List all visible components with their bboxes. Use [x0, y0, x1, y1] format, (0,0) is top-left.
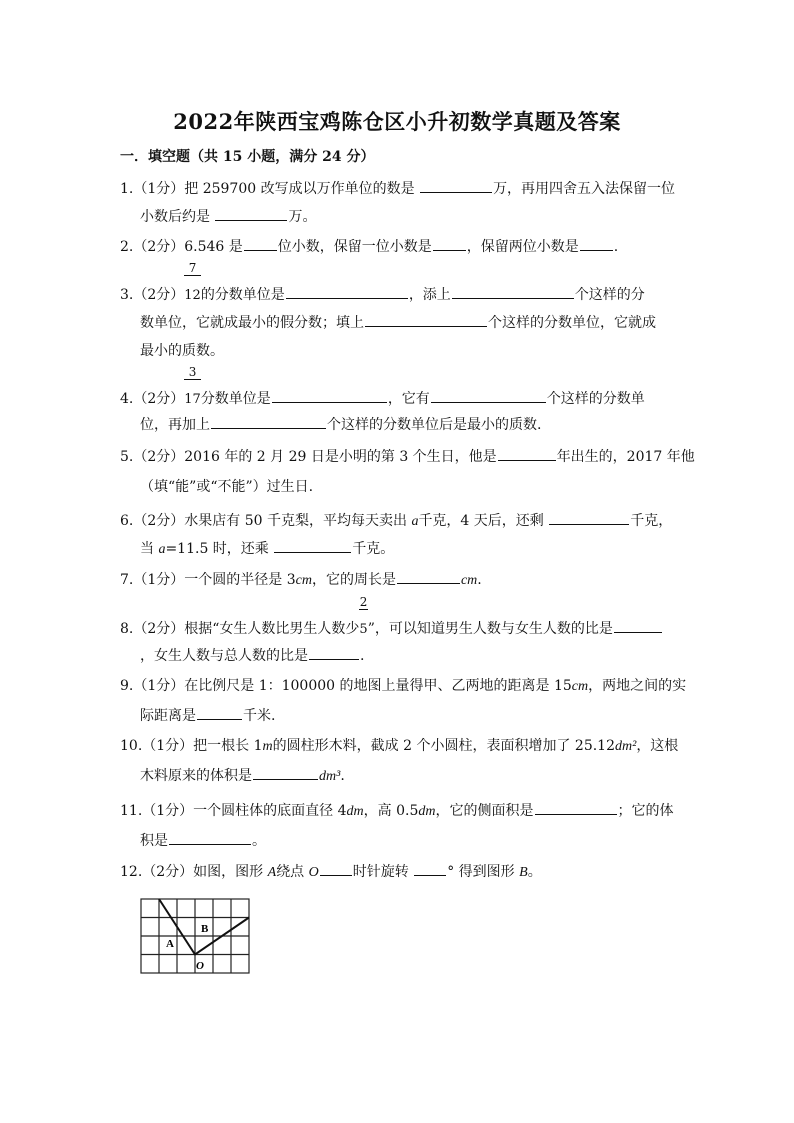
- question-text: 10.（1分）把一根长 1: [120, 738, 263, 754]
- question-text: 8.（2分）根据“女生人数比男生人数少: [120, 621, 360, 637]
- answer-blank[interactable]: [320, 861, 352, 876]
- math-variable: dm: [418, 804, 436, 819]
- answer-blank[interactable]: [452, 284, 574, 299]
- fraction-denominator: 12: [184, 288, 201, 303]
- question-line: [120, 365, 645, 408]
- question-line: [140, 414, 541, 434]
- fraction-numerator: 3: [184, 365, 201, 380]
- question-line: [120, 261, 645, 304]
- math-variable: B: [519, 865, 528, 880]
- question-line: [120, 510, 672, 530]
- question-text: 9.（1分）在比例尺是 1：100000 的地图上量得甲、乙两地的距离是 15: [120, 678, 572, 694]
- fraction: [184, 365, 201, 410]
- math-variable: dm: [346, 804, 364, 819]
- question-line: [120, 676, 686, 696]
- question-text: 千克，: [630, 513, 673, 529]
- question-text: ，这根: [636, 738, 679, 754]
- answer-blank[interactable]: [365, 312, 487, 327]
- label-b: B: [201, 923, 209, 935]
- math-variable: cm: [460, 573, 478, 588]
- math-variable: O: [308, 865, 319, 880]
- question-text: 个这样的分数单: [546, 391, 645, 407]
- question-text: ；它的体: [617, 803, 674, 819]
- question-text: 积是: [140, 833, 168, 849]
- answer-blank[interactable]: [286, 284, 408, 299]
- question-line: [140, 538, 394, 558]
- answer-blank[interactable]: [197, 705, 242, 720]
- question-text: 万。: [288, 209, 317, 225]
- math-variable: a: [411, 514, 419, 529]
- fraction-denominator: 5: [359, 622, 368, 637]
- answer-blank[interactable]: [420, 178, 492, 193]
- math-variable: dm²: [615, 739, 637, 754]
- question-text: 个这样的分数单位后是最小的质数.: [327, 417, 542, 433]
- question-text: 木料原来的体积是: [140, 768, 252, 784]
- question-text: ，它的周长是: [311, 572, 396, 588]
- question-text: 。: [527, 864, 542, 880]
- question-text: 。: [252, 833, 266, 849]
- question-text: 绕点: [276, 864, 309, 880]
- question-text: .: [340, 768, 345, 784]
- answer-blank[interactable]: [253, 765, 318, 780]
- question-text: 千米.: [243, 708, 276, 724]
- question-text: ° 得到图形: [447, 864, 520, 880]
- label-a: A: [166, 938, 174, 950]
- question-text: ，女生人数与总人数的比是: [140, 648, 308, 664]
- question-line: [120, 236, 618, 256]
- answer-blank[interactable]: [397, 569, 460, 584]
- question-line: [120, 569, 482, 589]
- question-text: 年出生的，2017 年他: [556, 449, 695, 465]
- question-text: 11.（1分）一个圆柱体的底面直径 4: [120, 803, 347, 819]
- question-text: .: [613, 239, 619, 255]
- answer-blank[interactable]: [211, 414, 326, 429]
- question-text: 3.（2分）: [120, 287, 185, 303]
- question-text: 际距离是: [140, 708, 196, 724]
- answer-blank[interactable]: [498, 446, 556, 461]
- question-text: 的圆柱形木料，截成 2 个小圆柱，表面积增加了 25.12: [272, 738, 615, 754]
- question-line: [140, 206, 316, 226]
- question-text: 6.（2分）水果店有 50 千克梨，平均每天卖出: [120, 513, 412, 529]
- fraction-numerator: 7: [184, 261, 201, 276]
- answer-blank[interactable]: [274, 538, 351, 553]
- question-text: 的分数单位是: [200, 287, 285, 303]
- question-text: 4.（2分）: [120, 391, 185, 407]
- answer-blank[interactable]: [433, 236, 466, 251]
- question-line: [120, 595, 663, 638]
- question-text: 个这样的分: [574, 287, 645, 303]
- math-variable: m: [262, 739, 273, 754]
- question-line: [120, 736, 678, 756]
- question-text: 最小的质数。: [140, 343, 224, 359]
- question-line: [120, 178, 675, 198]
- question-text: 位小数，保留一位小数是: [277, 239, 432, 255]
- answer-blank[interactable]: [244, 236, 277, 251]
- question-text: 位，再加上: [140, 417, 210, 433]
- question-line: [140, 765, 345, 785]
- question-text: ，两地之间的实: [588, 678, 687, 694]
- question-text: （填“能”或“不能”）过生日.: [140, 479, 314, 495]
- answer-blank[interactable]: [309, 645, 359, 660]
- question-line: [140, 312, 656, 332]
- fraction: [359, 595, 368, 640]
- math-variable: A: [267, 865, 277, 880]
- question-text: 5.（2分）2016 年的 2 月 29 日是小明的第 3 个生日，他是: [120, 449, 497, 465]
- fraction-numerator: 2: [359, 595, 368, 609]
- fraction-denominator: 17: [184, 392, 201, 407]
- label-o: O: [196, 960, 204, 972]
- question-line: [140, 477, 313, 497]
- question-text: 万，再用四舍五入法保留一位: [493, 181, 676, 197]
- question-text: 数单位，它就成最小的假分数；填上: [140, 315, 364, 331]
- question-text: 当: [140, 541, 159, 557]
- question-text: 小数后约是: [140, 209, 215, 225]
- question-text: =11.5 时，还乘: [165, 541, 274, 557]
- question-text: 个这样的分数单位，它就成: [488, 315, 656, 331]
- question-text: ”，可以知道男生人数与女生人数的比是: [367, 621, 613, 637]
- question-text: ，添上: [408, 287, 451, 303]
- answer-blank[interactable]: [272, 388, 387, 403]
- question-text: 12.（2分）如图，图形: [120, 864, 268, 880]
- question-line: [120, 861, 542, 881]
- math-variable: a: [158, 542, 166, 557]
- fraction: [184, 261, 201, 306]
- answer-blank[interactable]: [215, 206, 287, 221]
- question-line: [120, 446, 695, 466]
- question-text: 1.（1分）把 259700 改写成以万作单位的数是: [120, 181, 420, 197]
- question-text: ，保留两位小数是: [466, 239, 579, 255]
- question-text: 时针旋转: [352, 864, 414, 880]
- math-variable: cm: [295, 573, 312, 588]
- math-variable: dm³: [319, 769, 341, 784]
- question-line: [120, 800, 674, 820]
- document-title: 2022年陕西宝鸡陈仓区小升初数学真题及答案: [173, 109, 621, 134]
- question-text: .: [477, 572, 482, 588]
- answer-blank[interactable]: [549, 510, 629, 525]
- question-text: ，它的侧面积是: [435, 803, 534, 819]
- section-heading: 一．填空题（共 15 小题，满分 24 分）: [120, 149, 375, 165]
- question-line: [140, 341, 224, 361]
- answer-blank[interactable]: [535, 800, 617, 815]
- math-variable: cm: [571, 679, 589, 694]
- answer-blank[interactable]: [614, 618, 662, 633]
- answer-blank[interactable]: [580, 236, 613, 251]
- rotation-grid-figure: [140, 898, 250, 976]
- question-text: ，高 0.5: [363, 803, 419, 819]
- question-text: 7.（1分）一个圆的半径是 3: [120, 572, 296, 588]
- grid-lines: [141, 899, 249, 973]
- answer-blank[interactable]: [414, 861, 446, 876]
- answer-blank[interactable]: [431, 388, 546, 403]
- answer-blank[interactable]: [169, 830, 251, 845]
- question-text: 千克，4 天后，还剩: [418, 513, 549, 529]
- question-line: [140, 830, 266, 850]
- question-line: [140, 705, 275, 725]
- question-text: 2.（2分）6.546 是: [120, 239, 243, 255]
- question-line: [140, 645, 364, 665]
- question-text: ，它有: [387, 391, 430, 407]
- question-text: 千克。: [352, 541, 395, 557]
- question-text: .: [360, 648, 365, 664]
- question-text: 分数单位是: [200, 391, 271, 407]
